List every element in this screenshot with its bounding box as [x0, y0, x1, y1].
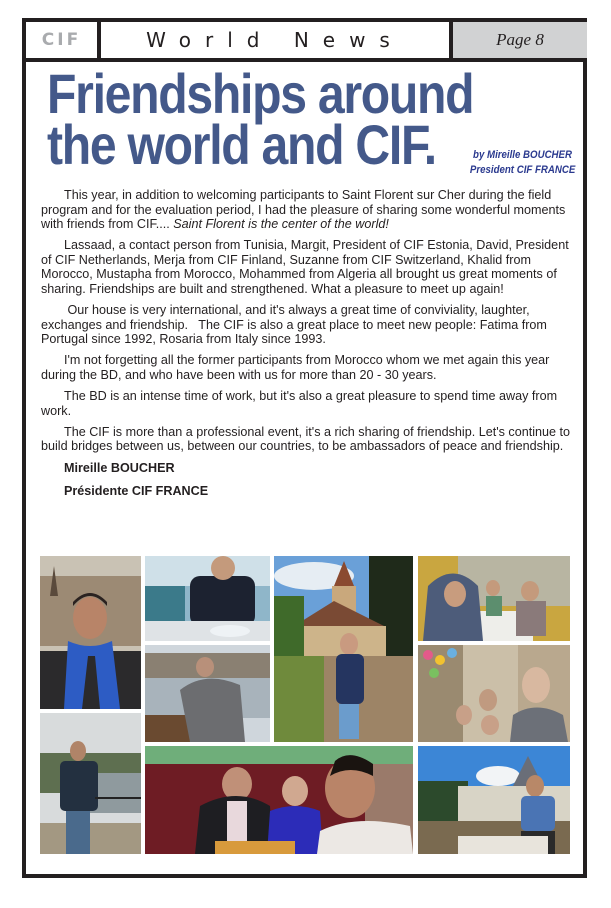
page-header	[26, 22, 583, 62]
photo-woman-church	[274, 556, 413, 742]
article-title	[47, 62, 474, 176]
paragraph-emphasis: Saint Florent is the center of the world!	[173, 217, 389, 232]
section-title: World News	[146, 28, 404, 52]
article-title-line-2: the world and CIF.	[47, 113, 436, 176]
byline-author: by Mireille BOUCHER	[473, 149, 572, 161]
photo-group-restaurant	[145, 746, 413, 854]
section-label: CIF	[26, 22, 101, 58]
signature-name: Mireille BOUCHER	[64, 460, 175, 475]
photo-man-by-river	[40, 713, 141, 854]
paragraph: Lassaad, a contact person from Tunisia, Margit, President of CIF Estonia, David, President of CIF Netherlands, Merja from CIF Finland, Suzanne from CIF Switzerland, Khalid from Morocco, Mustapha from Morocco, Mohammed from Algeria all brought us great moments of sharing. Friendships are built and strengthened. What a pleasure to meet up again!	[41, 238, 569, 297]
signature-title: Présidente CIF FRANCE	[64, 483, 209, 498]
photo-man-at-table	[145, 556, 270, 641]
photo-man-blue-scarf	[40, 556, 141, 709]
photo-three-women-cafe	[418, 556, 570, 641]
paragraph: I'm not forgetting all the former participants from Morocco whom we met again this year during the BD, and who have been with us for more than 20 - 30 years.	[41, 353, 550, 383]
paragraph: The BD is an intense time of work, but it's also a great pleasure to spend time away from work.	[41, 389, 558, 418]
paragraph: Our house is very international, and it's always a great time of conviviality, laughter, exchanges and friendship. The CIF is also a great place to meet new people: Fatima from Portugal since 1992, Rosaria from Italy since 1993.	[41, 303, 551, 347]
paragraph-text: This year, in addition to welcoming participants to Saint Florent sur Cher during the field program and for the evaluation period, I had the pleasure of sharing some wonderful moments with friends from CIF....	[41, 188, 566, 232]
article-body	[41, 188, 576, 507]
article-title-line-1: Friendships around	[47, 62, 474, 125]
photo-man-chateau	[418, 746, 570, 854]
byline	[469, 148, 576, 178]
page-number: Page 8	[449, 22, 587, 58]
paragraph: The CIF is more than a professional event, it's a rich sharing of friendship. Let's continue to build bridges between us, between our countries, to be ambassadors of peace and friendship.	[41, 424, 571, 454]
photo-man-by-boat	[145, 645, 270, 742]
paragraph	[41, 188, 576, 232]
photo-umbrella-street	[418, 645, 570, 742]
byline-role: President CIF FRANCE	[469, 164, 576, 176]
